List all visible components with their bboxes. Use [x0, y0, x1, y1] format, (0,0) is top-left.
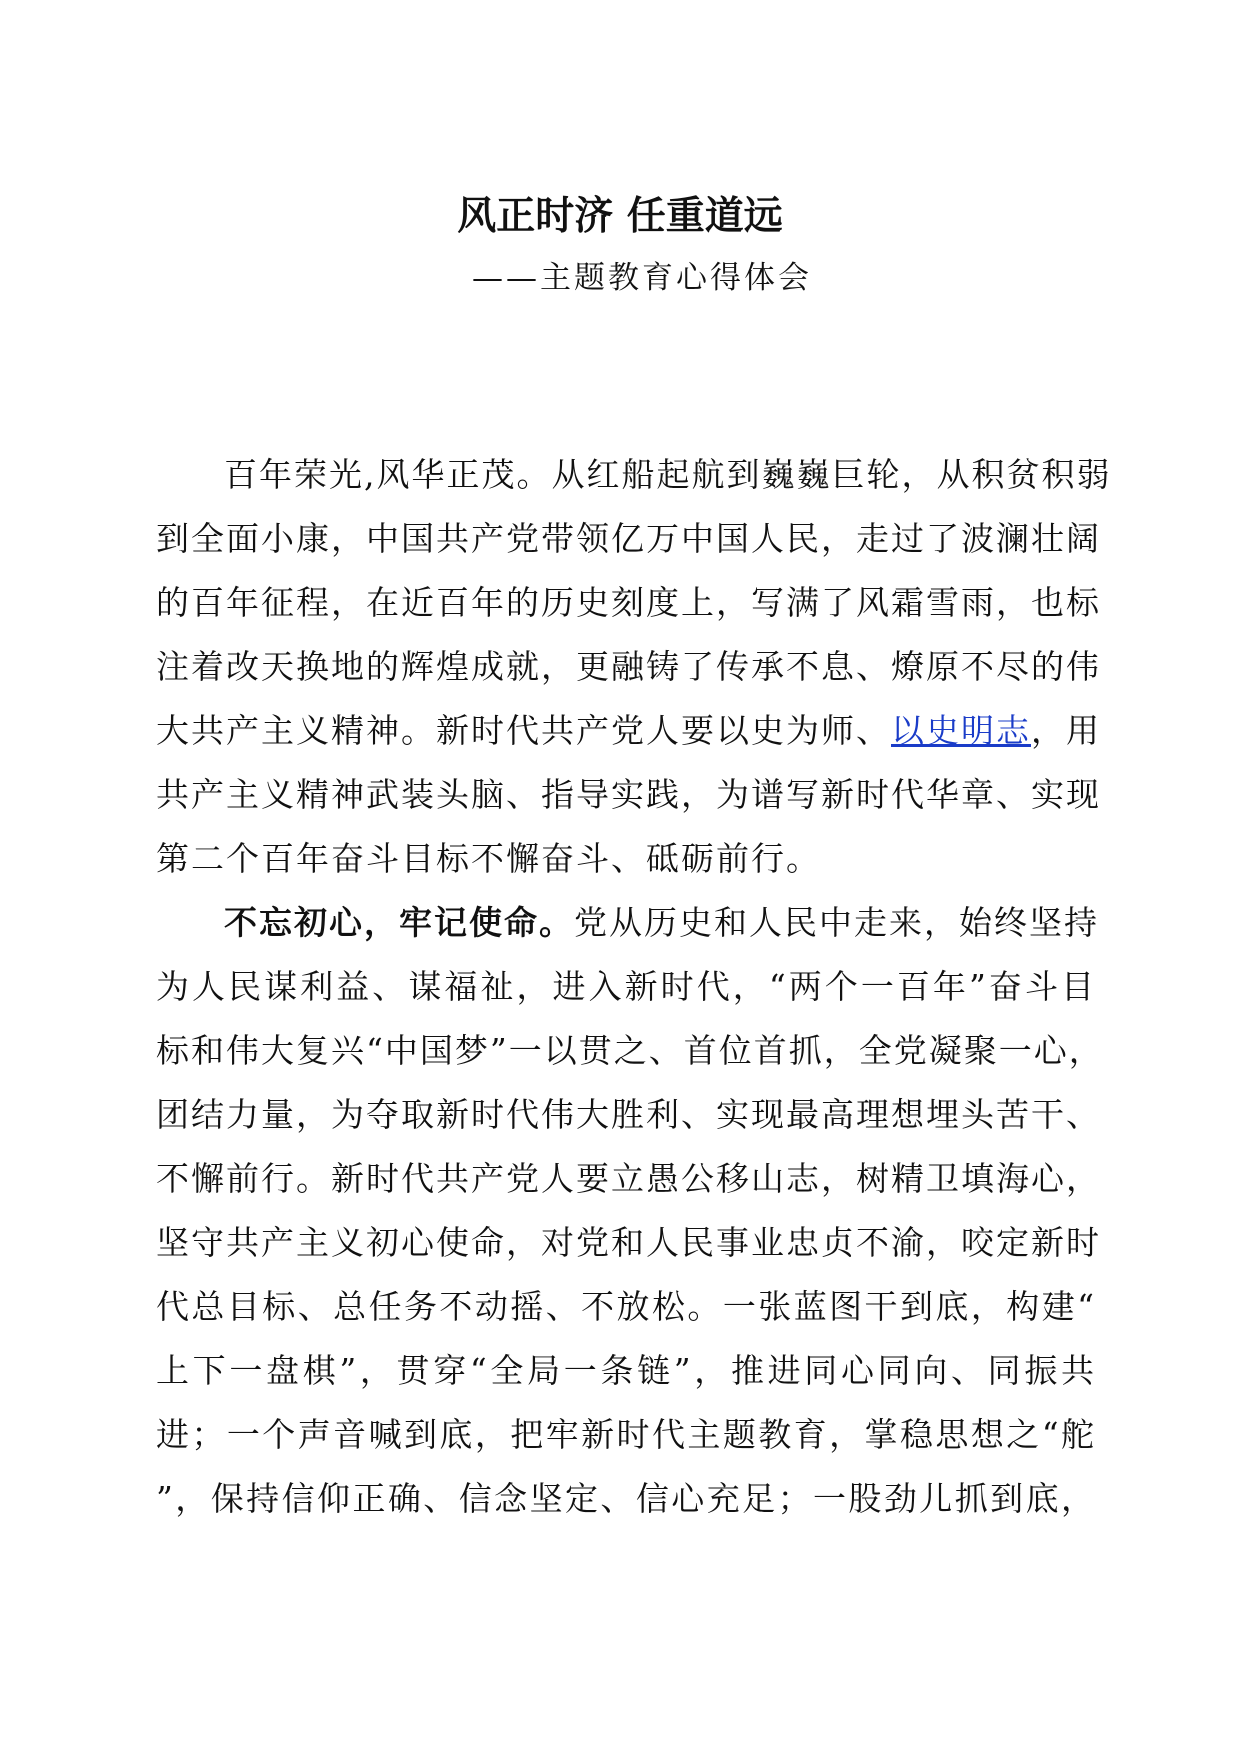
text-line: 不懈前行。新时代共产党人要立愚公移山志，树精卫填海心，	[156, 1159, 1101, 1198]
text-line: 标和伟大复兴“中国梦”一以贯之、首位首抓，全党凝聚一心，	[156, 1031, 1104, 1070]
document-body	[156, 443, 1112, 1531]
text-line: 进；一个声音喊到底，把牢新时代主题教育，掌稳思想之“舵	[156, 1415, 1096, 1454]
text-line-with-heading	[156, 891, 1099, 955]
paragraph-1	[156, 443, 1112, 891]
paragraph-2	[156, 891, 1104, 1531]
text-line: 的百年征程，在近百年的历史刻度上，写满了风霜雪雨，也标	[156, 583, 1101, 622]
text-segment: 大共产主义精神。新时代共产党人要以史为师、	[156, 711, 891, 750]
text-segment: ，用	[1031, 711, 1101, 750]
hyperlink-yishimingzhi[interactable]: 以史明志	[891, 711, 1031, 750]
text-line: 共产主义精神武装头脑、指导实践，为谱写新时代华章、实现	[156, 775, 1101, 814]
text-segment: 党从历史和人民中走来，始终坚持	[574, 903, 1099, 942]
text-line: 代总目标、总任务不动摇、不放松。一张蓝图干到底，构建“	[156, 1287, 1096, 1326]
document-title: 风正时济 任重道远	[457, 193, 783, 239]
text-line: 坚守共产主义初心使命，对党和人民事业忠贞不渝，咬定新时	[156, 1223, 1101, 1262]
text-line: 第二个百年奋斗目标不懈奋斗、砥砺前行。	[156, 839, 821, 878]
text-line: 为人民谋利益、谋福祉，进入新时代，“两个一百年”奋斗目	[156, 967, 1096, 1006]
document-subtitle: ——主题教育心得体会	[472, 260, 812, 296]
text-line: 百年荣光,风华正茂。从红船起航到巍巍巨轮，从积贫积弱	[224, 455, 1112, 494]
paragraph-heading: 不忘初心，牢记使命。	[224, 903, 574, 942]
text-line: 上下一盘棋”，贯穿“全局一条链”，推进同心同向、同振共	[156, 1351, 1096, 1390]
text-line: 到全面小康，中国共产党带领亿万中国人民，走过了波澜壮阔	[156, 519, 1101, 558]
text-line-with-link	[156, 699, 1101, 763]
text-line: ”，保持信仰正确、信念坚定、信心充足；一股劲儿抓到底，	[156, 1479, 1096, 1518]
text-line: 团结力量，为夺取新时代伟大胜利、实现最高理想埋头苦干、	[156, 1095, 1101, 1134]
text-line: 注着改天换地的辉煌成就，更融铸了传承不息、燎原不尽的伟	[156, 647, 1101, 686]
